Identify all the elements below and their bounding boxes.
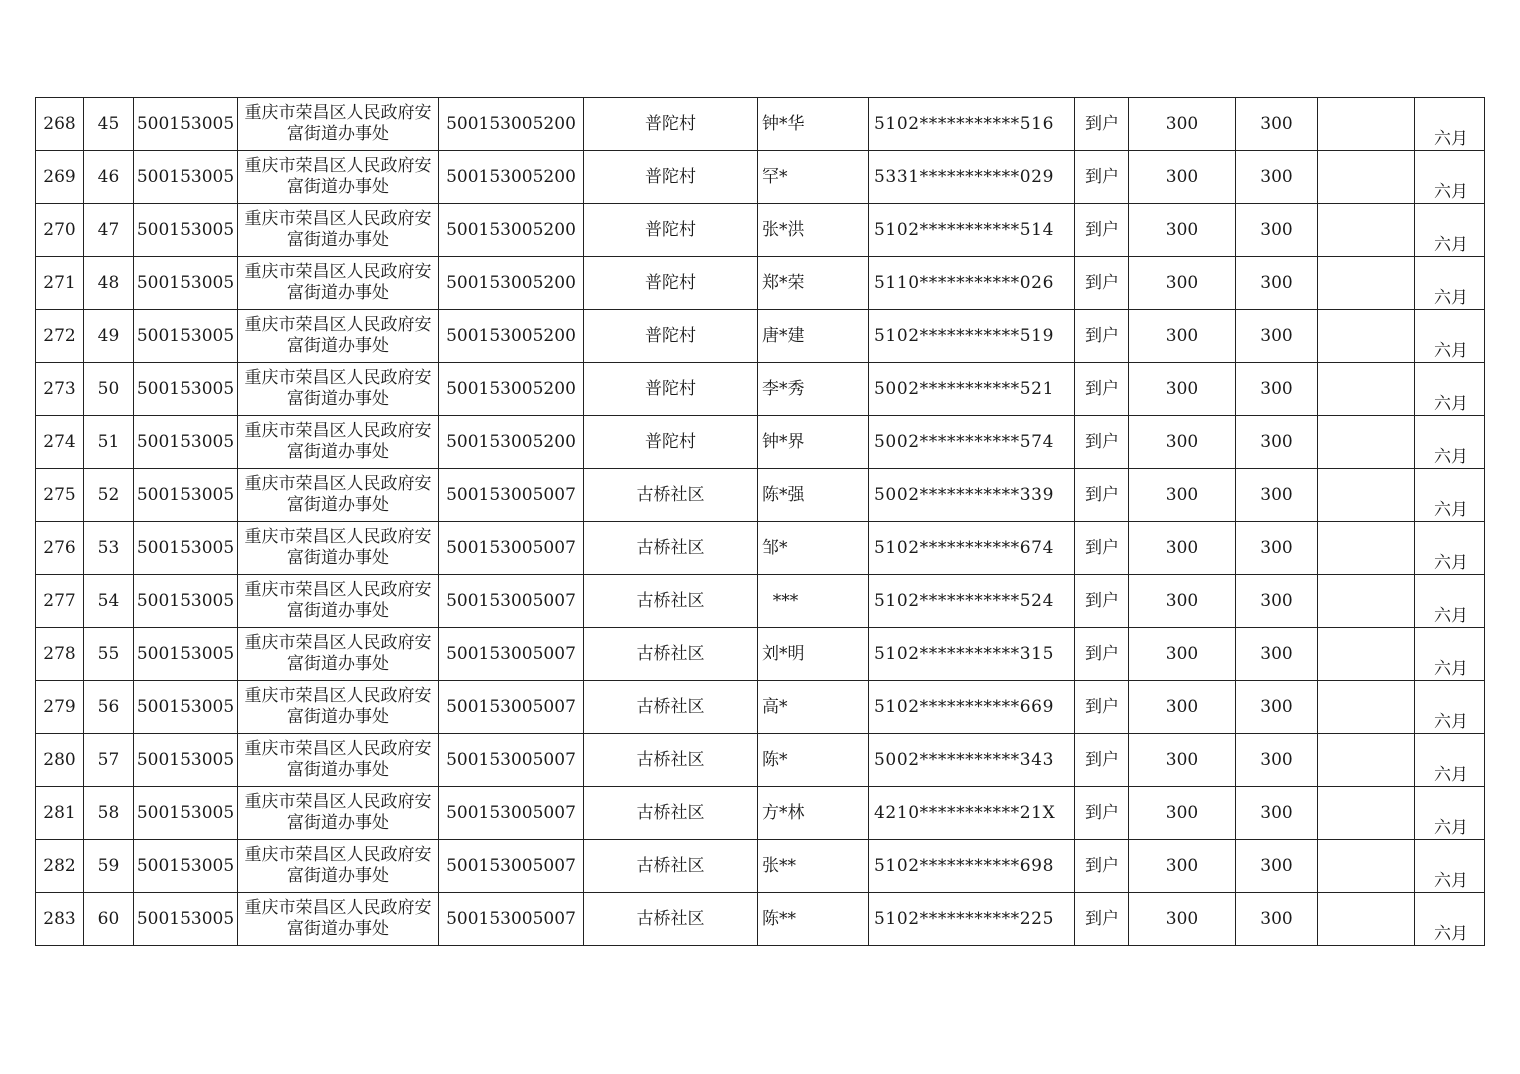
cell-note: [1318, 734, 1415, 787]
cell-amount-b: 300: [1236, 151, 1318, 204]
cell-amount-a: 300: [1129, 310, 1236, 363]
cell-note: [1318, 469, 1415, 522]
cell-sub-seq: 45: [84, 98, 134, 151]
cell-note: [1318, 363, 1415, 416]
cell-street-code: 500153005: [134, 787, 238, 840]
cell-amount-a: 300: [1129, 628, 1236, 681]
cell-note: [1318, 310, 1415, 363]
cell-org: 重庆市荣昌区人民政府安富街道办事处: [238, 310, 439, 363]
cell-seq: 275: [36, 469, 84, 522]
cell-payment-mode: 到户: [1075, 681, 1129, 734]
cell-month: 六月: [1415, 151, 1485, 204]
cell-name: ***: [758, 575, 869, 628]
cell-name: 方*林: [758, 787, 869, 840]
cell-amount-a: 300: [1129, 204, 1236, 257]
cell-id-number: 5102***********669: [869, 681, 1075, 734]
table-row: [36, 681, 1485, 734]
cell-id-number: 5331***********029: [869, 151, 1075, 204]
cell-village-code: 500153005200: [439, 416, 584, 469]
cell-payment-mode: 到户: [1075, 416, 1129, 469]
cell-amount-b: 300: [1236, 469, 1318, 522]
cell-seq: 274: [36, 416, 84, 469]
cell-name: 张**: [758, 840, 869, 893]
cell-name: 钟*界: [758, 416, 869, 469]
cell-street-code: 500153005: [134, 98, 238, 151]
cell-sub-seq: 54: [84, 575, 134, 628]
cell-street-code: 500153005: [134, 522, 238, 575]
cell-amount-a: 300: [1129, 734, 1236, 787]
cell-amount-a: 300: [1129, 257, 1236, 310]
cell-village: 古桥社区: [584, 840, 758, 893]
cell-note: [1318, 98, 1415, 151]
cell-name: 邹*: [758, 522, 869, 575]
cell-amount-a: 300: [1129, 469, 1236, 522]
cell-street-code: 500153005: [134, 893, 238, 946]
cell-amount-a: 300: [1129, 787, 1236, 840]
cell-village: 普陀村: [584, 363, 758, 416]
cell-amount-b: 300: [1236, 681, 1318, 734]
cell-org: 重庆市荣昌区人民政府安富街道办事处: [238, 522, 439, 575]
cell-month: 六月: [1415, 363, 1485, 416]
cell-village-code: 500153005200: [439, 257, 584, 310]
cell-payment-mode: 到户: [1075, 151, 1129, 204]
cell-month: 六月: [1415, 840, 1485, 893]
cell-street-code: 500153005: [134, 575, 238, 628]
cell-village: 古桥社区: [584, 575, 758, 628]
cell-amount-a: 300: [1129, 575, 1236, 628]
cell-sub-seq: 56: [84, 681, 134, 734]
cell-amount-b: 300: [1236, 416, 1318, 469]
cell-village: 普陀村: [584, 416, 758, 469]
cell-month: 六月: [1415, 469, 1485, 522]
cell-payment-mode: 到户: [1075, 787, 1129, 840]
cell-seq: 279: [36, 681, 84, 734]
cell-amount-b: 300: [1236, 257, 1318, 310]
cell-sub-seq: 53: [84, 522, 134, 575]
cell-id-number: 5002***********574: [869, 416, 1075, 469]
cell-month: 六月: [1415, 681, 1485, 734]
cell-sub-seq: 49: [84, 310, 134, 363]
cell-street-code: 500153005: [134, 469, 238, 522]
cell-month: 六月: [1415, 257, 1485, 310]
cell-seq: 273: [36, 363, 84, 416]
table-row: [36, 840, 1485, 893]
cell-payment-mode: 到户: [1075, 98, 1129, 151]
table-row: [36, 575, 1485, 628]
cell-month: 六月: [1415, 575, 1485, 628]
cell-amount-b: 300: [1236, 310, 1318, 363]
cell-street-code: 500153005: [134, 204, 238, 257]
cell-sub-seq: 51: [84, 416, 134, 469]
cell-village: 普陀村: [584, 257, 758, 310]
cell-sub-seq: 47: [84, 204, 134, 257]
cell-id-number: 4210***********21X: [869, 787, 1075, 840]
cell-month: 六月: [1415, 416, 1485, 469]
cell-street-code: 500153005: [134, 151, 238, 204]
cell-month: 六月: [1415, 522, 1485, 575]
cell-org: 重庆市荣昌区人民政府安富街道办事处: [238, 681, 439, 734]
cell-note: [1318, 151, 1415, 204]
cell-month: 六月: [1415, 787, 1485, 840]
cell-payment-mode: 到户: [1075, 310, 1129, 363]
cell-village-code: 500153005007: [439, 522, 584, 575]
cell-payment-mode: 到户: [1075, 257, 1129, 310]
table-row: [36, 628, 1485, 681]
cell-note: [1318, 575, 1415, 628]
cell-id-number: 5002***********521: [869, 363, 1075, 416]
table-row: [36, 310, 1485, 363]
cell-village: 古桥社区: [584, 628, 758, 681]
cell-seq: 270: [36, 204, 84, 257]
cell-name: 高*: [758, 681, 869, 734]
cell-org: 重庆市荣昌区人民政府安富街道办事处: [238, 416, 439, 469]
cell-seq: 272: [36, 310, 84, 363]
cell-payment-mode: 到户: [1075, 204, 1129, 257]
cell-village: 古桥社区: [584, 469, 758, 522]
cell-name: 陈**: [758, 893, 869, 946]
table-row: [36, 416, 1485, 469]
table-row: [36, 204, 1485, 257]
cell-village-code: 500153005007: [439, 681, 584, 734]
cell-street-code: 500153005: [134, 416, 238, 469]
cell-amount-b: 300: [1236, 204, 1318, 257]
table-row: [36, 363, 1485, 416]
cell-payment-mode: 到户: [1075, 628, 1129, 681]
cell-village-code: 500153005200: [439, 151, 584, 204]
cell-id-number: 5102***********519: [869, 310, 1075, 363]
cell-name: 郑*荣: [758, 257, 869, 310]
cell-seq: 283: [36, 893, 84, 946]
cell-amount-b: 300: [1236, 734, 1318, 787]
cell-month: 六月: [1415, 893, 1485, 946]
cell-amount-a: 300: [1129, 522, 1236, 575]
cell-name: 陈*强: [758, 469, 869, 522]
cell-id-number: 5102***********674: [869, 522, 1075, 575]
cell-village: 古桥社区: [584, 787, 758, 840]
cell-id-number: 5102***********516: [869, 98, 1075, 151]
cell-seq: 268: [36, 98, 84, 151]
cell-seq: 281: [36, 787, 84, 840]
cell-village-code: 500153005007: [439, 734, 584, 787]
cell-amount-b: 300: [1236, 522, 1318, 575]
cell-village-code: 500153005007: [439, 469, 584, 522]
cell-amount-a: 300: [1129, 416, 1236, 469]
cell-org: 重庆市荣昌区人民政府安富街道办事处: [238, 787, 439, 840]
table-row: [36, 787, 1485, 840]
cell-id-number: 5110***********026: [869, 257, 1075, 310]
cell-village: 古桥社区: [584, 681, 758, 734]
cell-street-code: 500153005: [134, 734, 238, 787]
cell-amount-b: 300: [1236, 98, 1318, 151]
cell-sub-seq: 57: [84, 734, 134, 787]
cell-village: 古桥社区: [584, 734, 758, 787]
table-row: [36, 734, 1485, 787]
cell-seq: 269: [36, 151, 84, 204]
cell-id-number: 5102***********225: [869, 893, 1075, 946]
cell-org: 重庆市荣昌区人民政府安富街道办事处: [238, 204, 439, 257]
cell-payment-mode: 到户: [1075, 522, 1129, 575]
cell-id-number: 5002***********339: [869, 469, 1075, 522]
table-row: [36, 151, 1485, 204]
cell-seq: 278: [36, 628, 84, 681]
cell-village-code: 500153005007: [439, 840, 584, 893]
cell-id-number: 5002***********343: [869, 734, 1075, 787]
cell-village: 普陀村: [584, 151, 758, 204]
cell-sub-seq: 52: [84, 469, 134, 522]
cell-payment-mode: 到户: [1075, 840, 1129, 893]
cell-id-number: 5102***********514: [869, 204, 1075, 257]
cell-street-code: 500153005: [134, 628, 238, 681]
cell-note: [1318, 681, 1415, 734]
table-row: [36, 257, 1485, 310]
cell-name: 钟*华: [758, 98, 869, 151]
table-row: [36, 98, 1485, 151]
cell-sub-seq: 55: [84, 628, 134, 681]
cell-payment-mode: 到户: [1075, 734, 1129, 787]
cell-seq: 282: [36, 840, 84, 893]
cell-org: 重庆市荣昌区人民政府安富街道办事处: [238, 257, 439, 310]
cell-id-number: 5102***********524: [869, 575, 1075, 628]
cell-amount-b: 300: [1236, 575, 1318, 628]
cell-name: 罕*: [758, 151, 869, 204]
cell-name: 张*洪: [758, 204, 869, 257]
cell-note: [1318, 204, 1415, 257]
cell-amount-a: 300: [1129, 681, 1236, 734]
cell-payment-mode: 到户: [1075, 469, 1129, 522]
cell-village-code: 500153005007: [439, 628, 584, 681]
cell-note: [1318, 628, 1415, 681]
table-row: [36, 469, 1485, 522]
subsidy-table: [35, 97, 1485, 946]
cell-id-number: 5102***********315: [869, 628, 1075, 681]
cell-seq: 280: [36, 734, 84, 787]
cell-month: 六月: [1415, 734, 1485, 787]
cell-street-code: 500153005: [134, 363, 238, 416]
cell-name: 唐*建: [758, 310, 869, 363]
cell-org: 重庆市荣昌区人民政府安富街道办事处: [238, 628, 439, 681]
cell-sub-seq: 59: [84, 840, 134, 893]
cell-village-code: 500153005200: [439, 363, 584, 416]
cell-amount-a: 300: [1129, 363, 1236, 416]
cell-amount-b: 300: [1236, 893, 1318, 946]
cell-note: [1318, 787, 1415, 840]
cell-village-code: 500153005007: [439, 893, 584, 946]
cell-payment-mode: 到户: [1075, 575, 1129, 628]
cell-seq: 271: [36, 257, 84, 310]
cell-amount-a: 300: [1129, 98, 1236, 151]
cell-amount-b: 300: [1236, 840, 1318, 893]
cell-name: 李*秀: [758, 363, 869, 416]
cell-org: 重庆市荣昌区人民政府安富街道办事处: [238, 363, 439, 416]
cell-village: 普陀村: [584, 98, 758, 151]
cell-amount-b: 300: [1236, 363, 1318, 416]
cell-org: 重庆市荣昌区人民政府安富街道办事处: [238, 893, 439, 946]
cell-street-code: 500153005: [134, 310, 238, 363]
cell-org: 重庆市荣昌区人民政府安富街道办事处: [238, 151, 439, 204]
cell-month: 六月: [1415, 310, 1485, 363]
cell-village-code: 500153005007: [439, 787, 584, 840]
cell-village-code: 500153005007: [439, 575, 584, 628]
cell-id-number: 5102***********698: [869, 840, 1075, 893]
table-row: [36, 893, 1485, 946]
cell-month: 六月: [1415, 628, 1485, 681]
cell-org: 重庆市荣昌区人民政府安富街道办事处: [238, 575, 439, 628]
cell-sub-seq: 48: [84, 257, 134, 310]
cell-month: 六月: [1415, 98, 1485, 151]
cell-org: 重庆市荣昌区人民政府安富街道办事处: [238, 734, 439, 787]
cell-note: [1318, 416, 1415, 469]
cell-seq: 276: [36, 522, 84, 575]
cell-village-code: 500153005200: [439, 98, 584, 151]
cell-amount-a: 300: [1129, 840, 1236, 893]
cell-amount-b: 300: [1236, 787, 1318, 840]
cell-month: 六月: [1415, 204, 1485, 257]
cell-village: 古桥社区: [584, 893, 758, 946]
cell-org: 重庆市荣昌区人民政府安富街道办事处: [238, 98, 439, 151]
cell-org: 重庆市荣昌区人民政府安富街道办事处: [238, 840, 439, 893]
cell-amount-a: 300: [1129, 893, 1236, 946]
cell-sub-seq: 46: [84, 151, 134, 204]
cell-street-code: 500153005: [134, 257, 238, 310]
cell-note: [1318, 257, 1415, 310]
cell-note: [1318, 893, 1415, 946]
cell-org: 重庆市荣昌区人民政府安富街道办事处: [238, 469, 439, 522]
cell-street-code: 500153005: [134, 840, 238, 893]
cell-seq: 277: [36, 575, 84, 628]
cell-village-code: 500153005200: [439, 310, 584, 363]
cell-village: 普陀村: [584, 310, 758, 363]
cell-name: 陈*: [758, 734, 869, 787]
cell-village: 普陀村: [584, 204, 758, 257]
cell-village: 古桥社区: [584, 522, 758, 575]
cell-sub-seq: 58: [84, 787, 134, 840]
cell-village-code: 500153005200: [439, 204, 584, 257]
cell-payment-mode: 到户: [1075, 893, 1129, 946]
cell-sub-seq: 50: [84, 363, 134, 416]
cell-payment-mode: 到户: [1075, 363, 1129, 416]
cell-name: 刘*明: [758, 628, 869, 681]
cell-street-code: 500153005: [134, 681, 238, 734]
cell-amount-b: 300: [1236, 628, 1318, 681]
cell-sub-seq: 60: [84, 893, 134, 946]
cell-note: [1318, 522, 1415, 575]
table-row: [36, 522, 1485, 575]
cell-note: [1318, 840, 1415, 893]
cell-amount-a: 300: [1129, 151, 1236, 204]
